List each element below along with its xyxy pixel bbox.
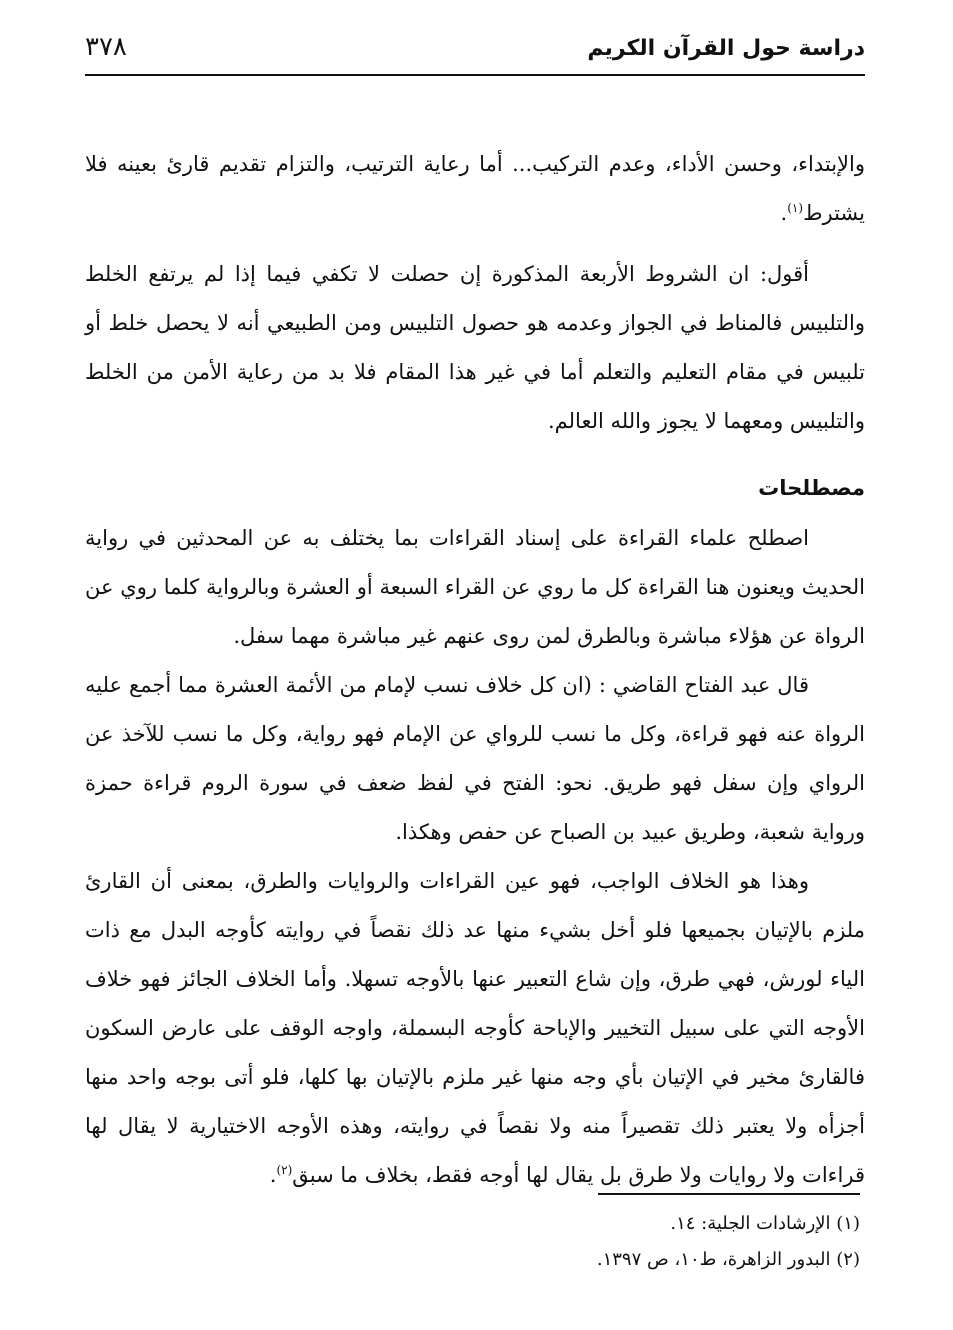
footnote-rule bbox=[598, 1193, 860, 1195]
paragraph-definition: اصطلح علماء القراءة على إسناد القراءات بما يختلف به عن المحدثين في رواية الحديث ويعنون هنا القراءة كل ما روي عن القراء السبعة أو العشرة وبالرواية كلما روي عن الرواة عن هؤلاء مباشرة وبالطرق لمن روى عنهم غير مباشرة مهما سفل. bbox=[85, 526, 865, 648]
paragraph-text: وهذا هو الخلاف الواجب، فهو عين القراءات والروايات والطرق، بمعنى أن القارئ ملزم بالإتيان بجميعها فلو أخل بشيء منها عد ذلك نقصاً في روايته كأوجه البدل مع ذات الياء لورش، فهي طرق، وإن شاع التعبير عنها بالأوجه تسهلا. وأما الخلاف الجائز فهو خلاف الأوجه التي على سبيل التخيير والإباحة كأوجه البسملة، واوجه الوقف على عارض السكون فالقارئ مخير في الإتيان بأي وجه منها غير ملزم بالإتيان بها كلها، فلو أتى بوجه واحد منها أجزأه ولا يعتبر ذلك تقصيراً منه ولا نقصاً في روايته، وهذه الأوجه الاختيارية لا يقال لها قراءات ولا روايات ولا طرق بل يقال لها أوجه فقط، بخلاف ما سبق bbox=[85, 869, 865, 1187]
footnote-ref-1: (١) bbox=[787, 201, 804, 215]
footnotes bbox=[85, 1206, 860, 1278]
paragraph-end: . bbox=[269, 1163, 277, 1187]
page-number: ٣٧٨ bbox=[85, 32, 127, 62]
paragraph-khilaf bbox=[85, 857, 865, 1200]
paragraph-end: . bbox=[780, 201, 788, 225]
footnote-ref-2: (٢) bbox=[276, 1163, 293, 1177]
running-header bbox=[85, 28, 865, 76]
body-text bbox=[85, 140, 865, 1200]
paragraph-continued bbox=[85, 140, 865, 238]
footnote-2: (٢) البدور الزاهرة، ط١٠، ص ١٣٩٧. bbox=[596, 1249, 860, 1270]
paragraph-aqul: أقول: ان الشروط الأربعة المذكورة إن حصلت لا تكفي فيما إذا لم يرتفع الخلط والتلبيس فالمناط في الجواز وعدمه هو حصول التلبيس ومن الطبيعي أنه لا يحصل خلط أو تلبيس في مقام التعليم والتعلم أما في غير هذا المقام فلا بد من رعاية الأمن من الخلط والتلبيس ومعهما لا يجوز والله العالم. bbox=[85, 262, 865, 433]
paragraph-text: والإبتداء، وحسن الأداء، وعدم التركيب... أما رعاية الترتيب، والتزام تقديم قارئ بعينه فلا يشترط bbox=[85, 152, 865, 225]
section-heading: مصطلحات bbox=[758, 476, 865, 500]
header-rule bbox=[85, 74, 865, 76]
header-title: دراسة حول القرآن الكريم bbox=[587, 36, 865, 61]
footnote-1: (١) الإرشادات الجلية: ١٤. bbox=[670, 1213, 860, 1234]
paragraph-quote: قال عبد الفتاح القاضي : (ان كل خلاف نسب لإمام من الأئمة العشرة مما أجمع عليه الرواة عنه فهو قراءة، وكل ما نسب للرواي عن الإمام فهو رواية، وكل ما نسب للآخذ عن الرواي وإن سفل فهو طريق. نحو: الفتح في لفظ ضعف في سورة الروم قراءة حمزة ورواية شعبة، وطريق عبيد بن الصباح عن حفص وهكذا. bbox=[85, 673, 865, 844]
